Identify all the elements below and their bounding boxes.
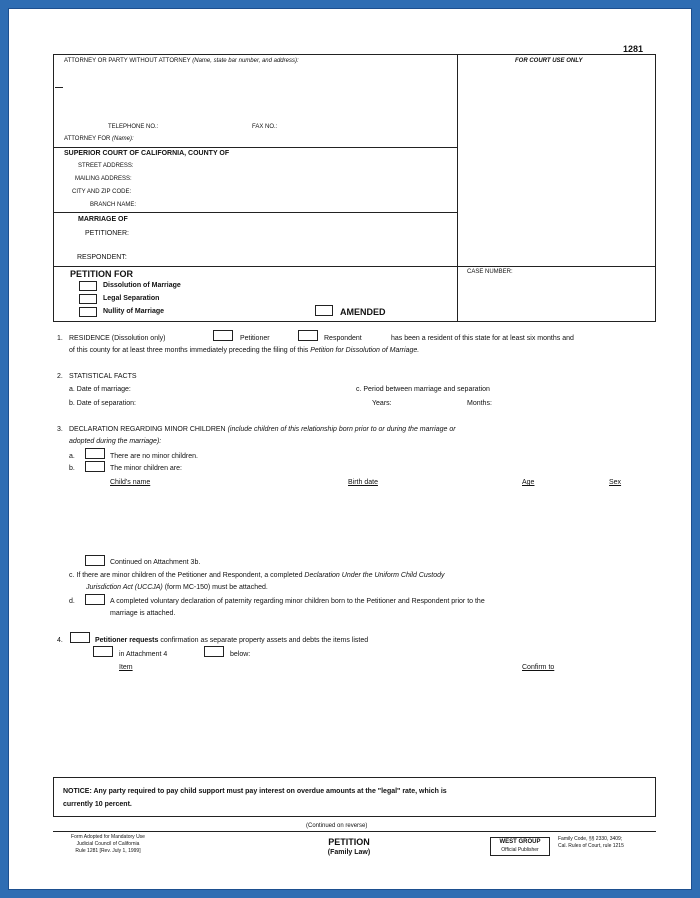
item-d-letter: d. — [69, 598, 75, 605]
paternity-line1: A completed voluntary declaration of paternity regarding minor children born to the Petitioner and Respondent prior to the — [110, 598, 485, 605]
footer-subtitle: (Family Law) — [327, 849, 371, 856]
item-c-line1: c. If there are minor children of the Petitioner and Respondent, a completed Declaration Under the Uniform Child Custody — [69, 572, 445, 579]
footer-title: PETITION — [328, 837, 370, 847]
no-minor-children-label: There are no minor children. — [110, 453, 198, 460]
residence-petitioner-label: Petitioner — [240, 335, 270, 342]
date-of-separation-label: b. Date of separation: — [69, 400, 136, 407]
statistical-facts-title: STATISTICAL FACTS — [69, 373, 137, 380]
continued-on-reverse: (Continued on reverse) — [306, 823, 368, 829]
paternity-line2: marriage is attached. — [110, 610, 176, 617]
minor-children-are-checkbox[interactable] — [85, 461, 105, 472]
continued-3b-label: Continued on Attachment 3b. — [110, 559, 201, 566]
street-label: STREET ADDRESS: — [78, 163, 134, 169]
minor-children-are-label: The minor children are: — [110, 465, 182, 472]
nullity-checkbox[interactable] — [79, 307, 97, 317]
publisher-name: WEST GROUP — [499, 839, 541, 845]
item-c-line2: Jurisdiction Act (UCCJA) (form MC-150) must be attached. — [86, 584, 268, 591]
city-label: CITY AND ZIP CODE: — [72, 189, 132, 195]
rule — [53, 212, 458, 213]
residence-petitioner-checkbox[interactable] — [213, 330, 233, 341]
item-b-letter: b. — [69, 465, 75, 472]
paternity-checkbox[interactable] — [85, 594, 105, 605]
date-of-marriage-label: a. Date of marriage: — [69, 386, 131, 393]
col-childs-name: Child's name — [110, 479, 151, 486]
residence-text: has been a resident of this state for at least six months and — [391, 335, 574, 342]
section-4-number: 4. — [57, 637, 63, 644]
court-use-label: FOR COURT USE ONLY — [515, 58, 583, 64]
minor-children-title: DECLARATION REGARDING MINOR CHILDREN (include children of this relationship born prior to or during the marriage or — [69, 426, 456, 433]
notice-box — [53, 777, 656, 817]
amended-checkbox[interactable] — [315, 305, 333, 316]
branch-label: BRANCH NAME: — [90, 202, 137, 208]
legal-separation-checkbox[interactable] — [79, 294, 97, 304]
col-age: Age — [522, 479, 535, 486]
mark — [55, 87, 63, 88]
dissolution-label: Dissolution of Marriage — [103, 282, 181, 289]
no-minor-children-checkbox[interactable] — [85, 448, 105, 459]
below-label: below: — [230, 651, 251, 658]
mailing-label: MAILING ADDRESS: — [75, 176, 132, 182]
years-label: Years: — [372, 400, 392, 407]
notice-line2: currently 10 percent. — [63, 801, 132, 808]
footer-rule — [53, 831, 656, 832]
caption-divider — [457, 54, 458, 322]
in-attachment-4-checkbox[interactable] — [93, 646, 113, 657]
col-sex: Sex — [609, 479, 622, 486]
residence-respondent-checkbox[interactable] — [298, 330, 318, 341]
rule — [53, 147, 458, 148]
section-3-number: 3. — [57, 426, 63, 433]
residence-respondent-label: Respondent — [324, 335, 362, 342]
minor-children-note: adopted during the marriage): — [69, 438, 162, 445]
col-birth-date: Birth date — [348, 479, 378, 486]
marriage-of-label: MARRIAGE OF — [78, 216, 128, 223]
form-number: 1281 — [623, 44, 644, 54]
adoption-info: Form Adopted for Mandatory Use Judicial Council of California Rule 1281 [Rev. July 1, 1999] — [71, 834, 145, 854]
petitioner-label: PETITIONER: — [85, 230, 129, 237]
respondent-label: RESPONDENT: — [77, 254, 127, 261]
col-item: Item — [119, 664, 133, 671]
telephone-label: TELEPHONE NO.: — [108, 124, 159, 130]
continued-3b-checkbox[interactable] — [85, 555, 105, 566]
court-title: SUPERIOR COURT OF CALIFORNIA, COUNTY OF — [64, 150, 230, 157]
in-attachment-4-label: in Attachment 4 — [119, 651, 168, 658]
legal-separation-label: Legal Separation — [103, 295, 160, 302]
publisher-sub: Official Publisher — [501, 847, 539, 853]
residence-lead: RESIDENCE (Dissolution only) — [69, 335, 166, 342]
section-1-number: 1. — [57, 335, 63, 342]
case-number-label: CASE NUMBER: — [467, 269, 513, 275]
attorney-for-label: ATTORNEY FOR (Name): — [64, 136, 134, 142]
col-confirm-to: Confirm to — [522, 664, 555, 671]
section-2-number: 2. — [57, 373, 63, 380]
dissolution-checkbox[interactable] — [79, 281, 97, 291]
form-page — [8, 8, 692, 890]
petitioner-requests-checkbox[interactable] — [70, 632, 90, 643]
nullity-label: Nullity of Marriage — [103, 308, 165, 315]
petition-for-label: PETITION FOR — [70, 269, 133, 279]
petitioner-requests-text: Petitioner requests confirmation as separate property assets and debts the items listed — [95, 637, 369, 644]
item-a-letter: a. — [69, 453, 75, 460]
notice-line1: NOTICE: Any party required to pay child support must pay interest on overdue amounts at the "legal" rate, which is — [63, 788, 447, 795]
period-label: c. Period between marriage and separation — [356, 386, 490, 393]
code-citations: Family Code, §§ 2330, 3409; Cal. Rules of Court, rule 1215 — [558, 836, 624, 849]
attorney-label: ATTORNEY OR PARTY WITHOUT ATTORNEY (Name, state bar number, and address): — [64, 58, 299, 64]
amended-label: AMENDED — [340, 307, 386, 317]
fax-label: FAX NO.: — [252, 124, 278, 130]
below-checkbox[interactable] — [204, 646, 224, 657]
months-label: Months: — [467, 400, 492, 407]
rule — [53, 266, 656, 267]
residence-text-line2: of this county for at least three months immediately preceding the filing of this Petition for Dissolution of Marriage. — [69, 347, 420, 354]
